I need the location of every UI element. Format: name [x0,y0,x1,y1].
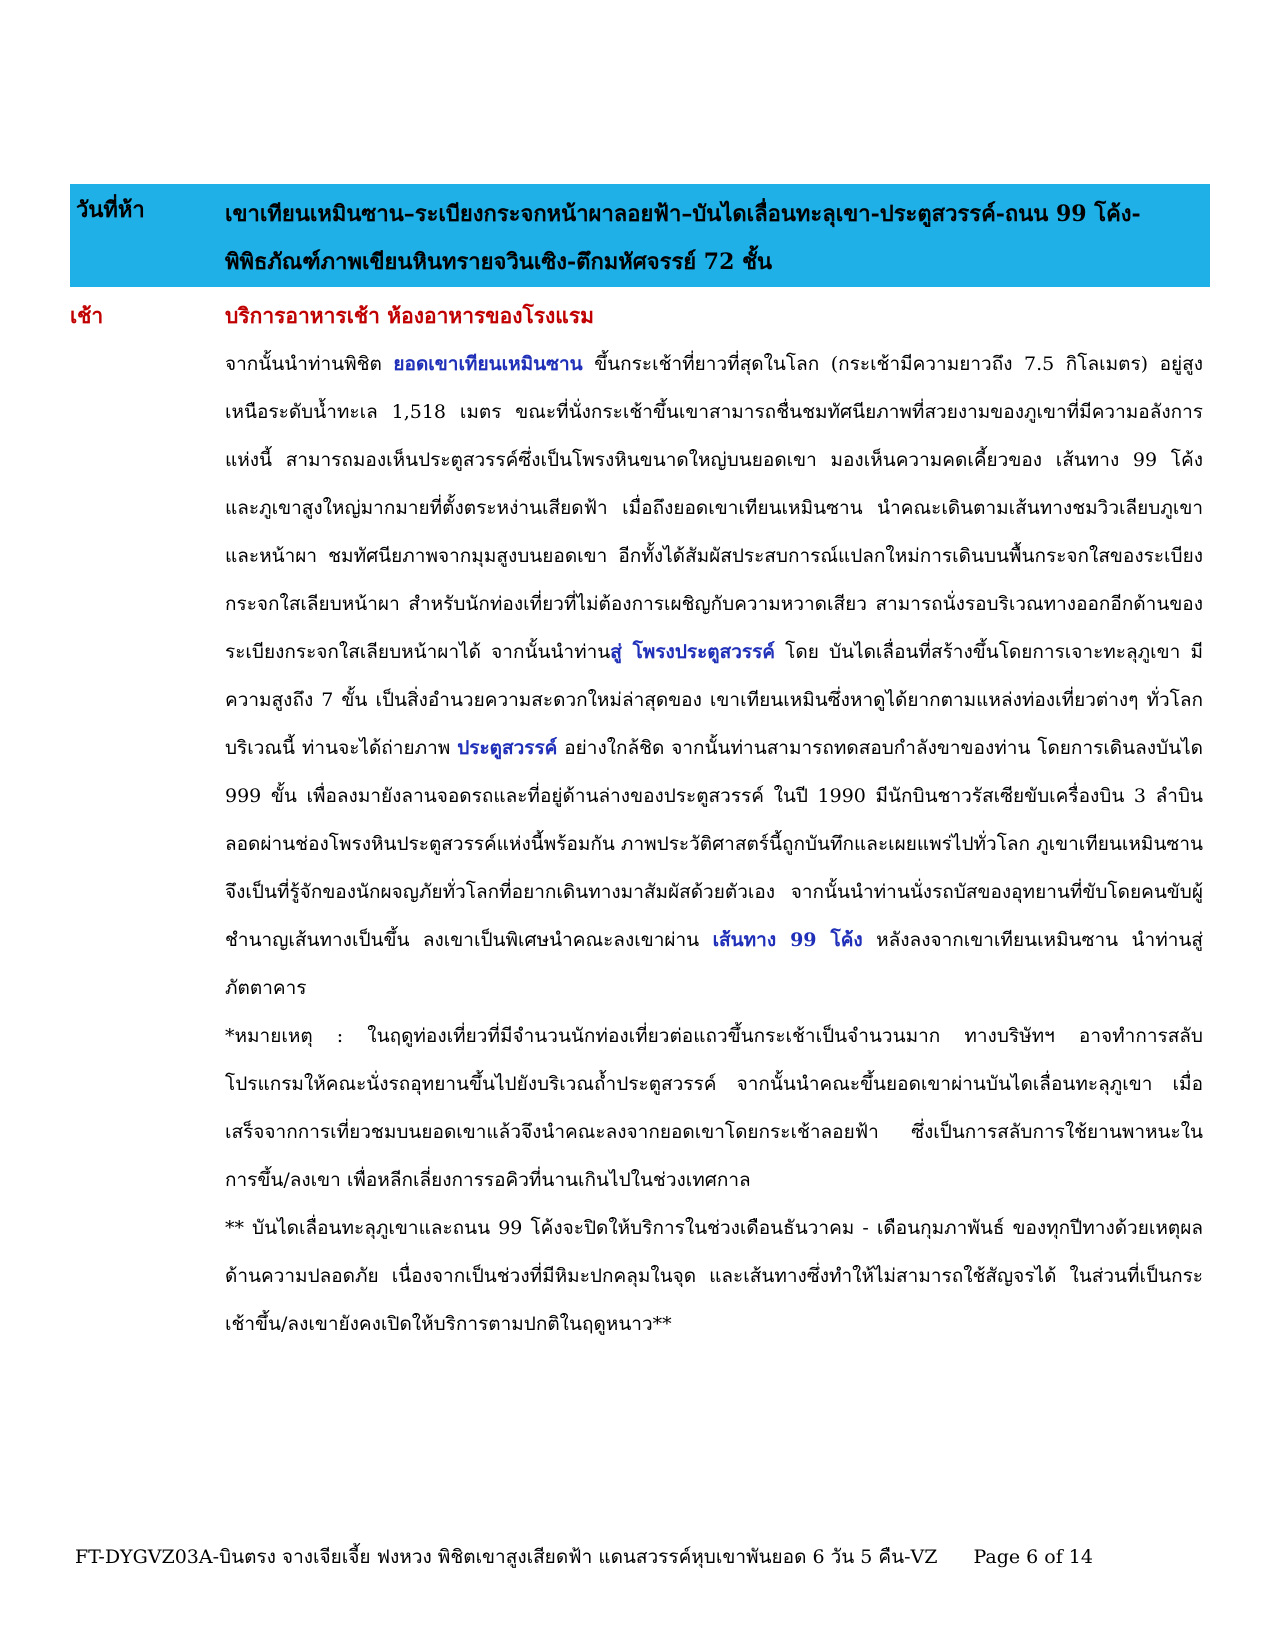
itinerary-body [225,340,1203,1348]
paragraph-text: ขึ้นกระเช้าที่ยาวที่สุดในโลก (กระเช้ามีความยาวถึง 7.5 กิโลเมตร) อยู่สูงเหนือระดับน้ำทะเล 1,518 เมตร ขณะที่นั่งกระเช้าขึ้นเขาสามารถชื่นชมทัศนียภาพที่สวยงามของภูเขาที่มีความอลังการแห่งนี้ สามารถมองเห็นประตูสวรรค์ซึ่งเป็นโพรงหินขนาดใหญ่บนยอดเขา มองเห็นความคดเคี้ยวของ เส้นทาง 99 โค้ง และภูเขาสูงใหญ่มากมายที่ตั้งตระหง่านเสียดฟ้า เมื่อถึงยอดเขาเทียนเหมินซาน นำคณะเดินตามเส้นทางชมวิวเลียบภูเขาและหน้าผา ชมทัศนียภาพจากมุมสูงบนยอดเขา อีกทั้งได้สัมผัสประสบการณ์แปลกใหม่การเดินบนพื้นกระจกใสของระเบียงกระจกใสเลียบหน้าผา สำหรับนักท่องเที่ยวที่ไม่ต้องการเผชิญกับความหวาดเสียว สามารถนั่งรอบริเวณทางออกอีกด้านของ ระเบียงกระจกใสเลียบหน้าผาได้ จากนั้นนำท่าน [225,353,1203,663]
day-label: วันที่ห้า [76,197,145,223]
highlight-heaven-gate: ประตูสวรรค์ [457,737,558,759]
paragraph-text: โดย บันไดเลื่อนที่สร้างขึ้นโดยการเจาะทะลุภูเขา มีความสูงถึง 7 ขั้น เป็นสิ่งอำนวยความสะดวกใหม่ล่าสุดของ เขาเทียนเหมินซึ่งหาดูได้ยากตามแหล่งท่องเที่ยวต่างๆ ทั่วโลก บริเวณนี้ ท่านจะได้ถ่ายภาพ [225,641,1203,759]
day-header [70,184,1210,287]
meal-title: บริการอาหารเช้า ห้องอาหารของโรงแรม [225,303,594,328]
meal-label: เช้า [70,303,104,328]
paragraph-text: จากนั้นนำท่านพิชิต [225,353,394,375]
highlight-tianmen-summit: ยอดเขาเทียนเหมินซาน [393,353,583,375]
highlight-heaven-gate-cave: สู่ โพรงประตูสวรรค์ [610,641,776,663]
page-footer [75,1542,1215,1572]
closure-note-paragraph: ** บันไดเลื่อนทะลุภูเขาและถนน 99 โค้งจะปิดให้บริการในช่วงเดือนธันวาคม - เดือนกุมภาพันธ์ ของทุกปีทางด้วยเหตุผลด้านความปลอดภัย เนื่องจากเป็นช่วงที่มีหิมะปกคลุมในจุด และเส้นทางซึ่งทำให้ไม่สามารถใช้สัญจรได้ ในส่วนที่เป็นกระเช้าขึ้น/ลงเขายังคงเปิดให้บริการตามปกติในฤดูหนาว** [225,1217,1203,1335]
highlight-99-bends-road: เส้นทาง 99 โค้ง [712,929,863,951]
itinerary-paragraph [225,340,1203,1012]
paragraph-text: อย่างใกล้ชิด จากนั้นท่านสามารถทดสอบกำลังขาของท่าน โดยการเดินลงบันได 999 ขั้น เพื่อลงมายังลานจอดรถและที่อยู่ด้านล่างของประตูสวรรค์ ในปี 1990 มีนักบินชาวรัสเซียขับเครื่องบิน 3 ลำบินลอดผ่านช่องโพรงหินประตูสวรรค์แห่งนี้พร้อมกัน ภาพประวัติศาสตร์นี้ถูกบันทึกและเผยแพร่ไปทั่วโลก ภูเขาเทียนเหมินซานจึงเป็นที่รู้จักของนักผจญภัยทั่วโลกที่อยากเดินทางมาสัมผัสด้วยตัวเอง จากนั้นนำท่านนั่งรถบัสของอุทยานที่ขับโดยคนขับผู้ชำนาญเส้นทางเป็นขึ้น ลงเขาเป็นพิเศษนำคณะลงเขาผ่าน [225,737,1203,951]
note-paragraph: *หมายเหตุ : ในฤดูท่องเที่ยวที่มีจำนวนนักท่องเที่ยวต่อแถวขึ้นกระเช้าเป็นจำนวนมาก ทางบริษัทฯ อาจทำการสลับโปรแกรมให้คณะนั่งรถอุทยานขึ้นไปยังบริเวณถ้ำประตูสวรรค์ จากนั้นนำคณะขึ้นยอดเขาผ่านบันไดเลื่อนทะลุภูเขา เมื่อเสร็จจากการเที่ยวชมบนยอดเขาแล้วจึงนำคณะลงจากยอดเขาโดยกระเช้าลอยฟ้า ซึ่งเป็นการสลับการใช้ยานพาหนะในการขึ้น/ลงเขา เพื่อหลีกเลี่ยงการรอคิวที่นานเกินไปในช่วงเทศกาล [225,1025,1203,1191]
paragraph-text: หลังลงจากเขาเทียนเหมินซาน นำท่านสู่ภัตตาคาร [225,929,1203,999]
footer-code: FT-DYGVZ03A-บินตรง จางเจียเจี้ย ฟงหวง พิชิตเขาสูงเสียดฟ้า แดนสวรรค์หุบเขาพันยอด 6 วัน 5 คืน-VZ [75,1546,938,1568]
day-title: เขาเทียนเหมินซาน–ระเบียงกระจกหน้าผาลอยฟ้า–บันไดเลื่อนทะลุเขา-ประตูสวรรค์-ถนน 99 โค้ง-พิพิธภัณฑ์ภาพเขียนหินทรายจวินเซิง-ตึกมหัศจรรย์ 72 ชั้น [225,201,1141,275]
page-number: Page 6 of 14 [973,1546,1093,1568]
